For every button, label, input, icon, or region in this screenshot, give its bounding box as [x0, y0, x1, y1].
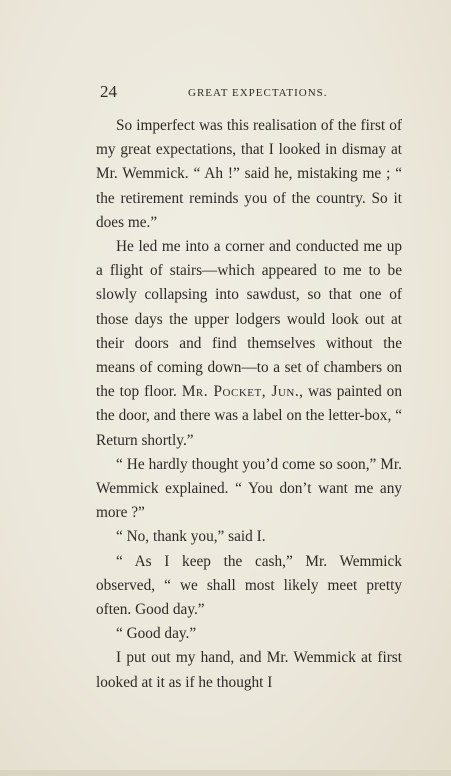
paragraph: “ Good day.” — [116, 625, 197, 643]
paragraph — [96, 235, 402, 453]
door-name: Mr. Pocket, Jun. — [181, 383, 300, 401]
paragraph-text: , was painted on the door, and there was a label on the letter-box, “ Return shortly.” — [96, 383, 402, 449]
page-header — [100, 82, 403, 104]
body-text — [96, 114, 402, 695]
paragraph-text: He led me into a corner and conducted me up a flight of stairs—which appeared to me to be slowly collapsing into sawdust, so that one of those days the upper lodgers would look out at their doors and find themselves without the means of coming down—to a set of chambers on the top floor. — [96, 238, 402, 401]
paragraph: I put out my hand, and Mr. Wemmick at first looked at it as if he thought I — [96, 649, 402, 691]
running-head: GREAT EXPECTATIONS. — [188, 87, 328, 99]
paragraph: So imperfect was this realisation of the first of my great expectations, that I looked in dismay at Mr. Wemmick. “ Ah !” said he, mistaking me ; “ the retirement reminds you of the country. So it does me.” — [96, 117, 402, 231]
page-edge — [0, 770, 451, 776]
paragraph: “ He hardly thought you’d come so soon,” Mr. Wemmick explained. “ You don’t want me any more ?” — [96, 455, 402, 522]
page-number: 24 — [100, 82, 117, 101]
paragraph: “ As I keep the cash,” Mr. Wemmick observed, “ we shall most likely meet pretty often. Good day.” — [96, 552, 402, 619]
paragraph: “ No, thank you,” said I. — [116, 528, 266, 546]
